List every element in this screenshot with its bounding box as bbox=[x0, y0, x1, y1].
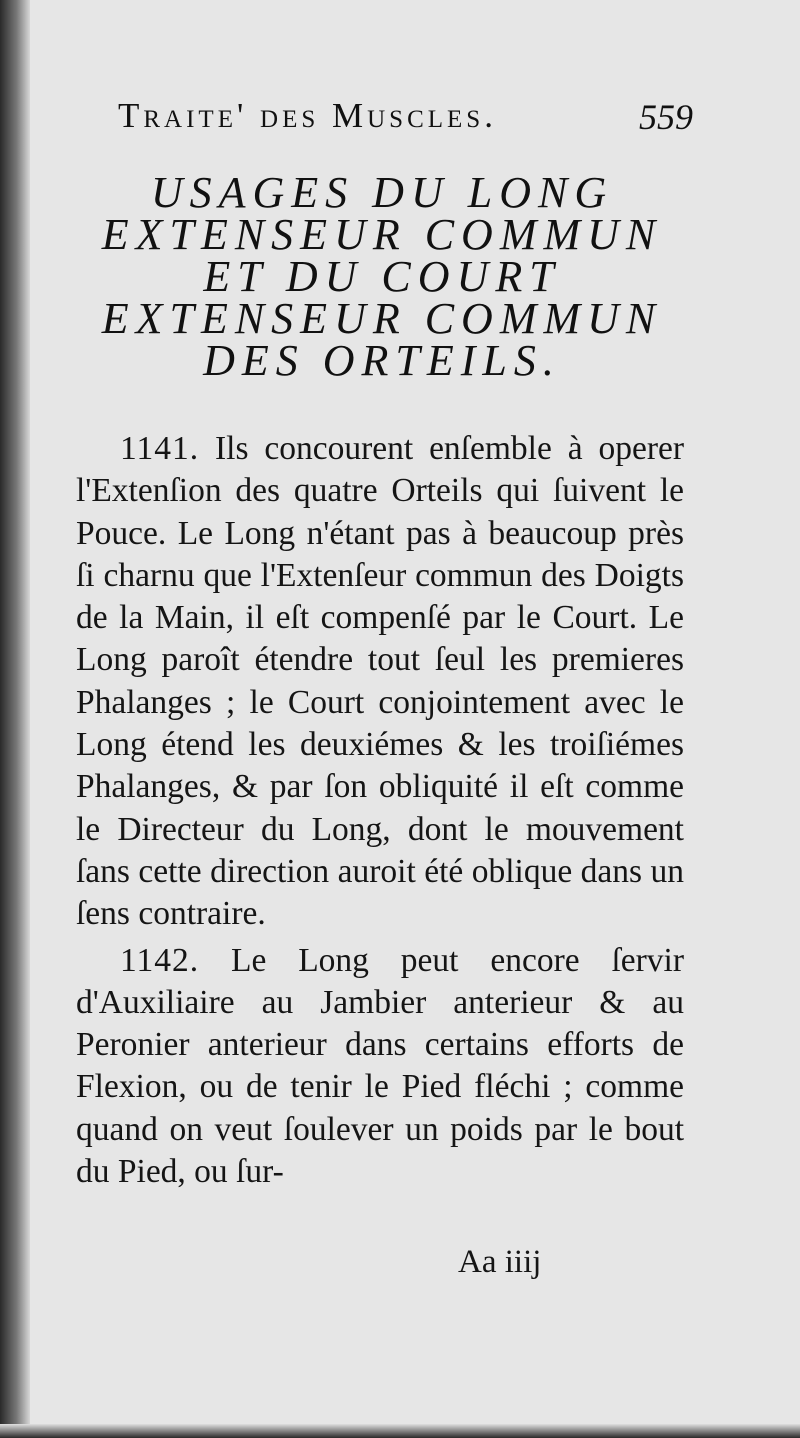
paragraph-number: 1142. bbox=[120, 941, 200, 979]
page-gutter-shadow bbox=[0, 0, 30, 1438]
paragraph-1141 bbox=[76, 428, 684, 936]
paragraph-text: Le Long peut encore ſervir d'Auxiliaire au Jambier anterieur & au Peronier anterieur dans certains efforts de Flexion, ou de tenir le Pied fléchi ; comme quand on veut ſoulever un poids par le bout du Pied, ou ſur- bbox=[76, 941, 685, 1191]
heading-line: ET DU COURT bbox=[203, 252, 561, 301]
heading-line: EXTENSEUR COMMUN bbox=[101, 210, 663, 259]
running-head bbox=[118, 96, 693, 144]
running-title: Traite' des Muscles. bbox=[118, 96, 497, 135]
heading-line: USAGES DU LONG bbox=[150, 168, 614, 217]
heading-line: EXTENSEUR COMMUN bbox=[101, 294, 663, 343]
body-text bbox=[76, 428, 684, 1197]
signature-mark: Aa iiij bbox=[458, 1244, 542, 1280]
heading-line: DES ORTEILS. bbox=[203, 336, 561, 385]
page-number: 559 bbox=[639, 97, 693, 137]
paragraph-number: 1141. bbox=[120, 430, 200, 467]
section-heading bbox=[78, 168, 686, 385]
paragraph-text: Ils concourent enſemble à operer l'Extenſion des quatre Orteils qui ſuivent le Pouce. Le Long n'étant pas à beaucoup près ſi charnu que l'Extenſeur commun des Doigts de la Main, il eſt compenſé par le Court. Le Long paroît étendre tout ſeul les premieres Phalanges ; le Court conjointement avec le Long étend les deuxiémes & les troiſiémes Phalanges, & par ſon obliquité il eſt comme le Directeur du Long, dont le mouvement ſans cette direction auroit été oblique dans un ſens contraire. bbox=[76, 430, 684, 933]
page-bottom-edge bbox=[0, 1424, 800, 1438]
paragraph-1142 bbox=[76, 940, 684, 1194]
